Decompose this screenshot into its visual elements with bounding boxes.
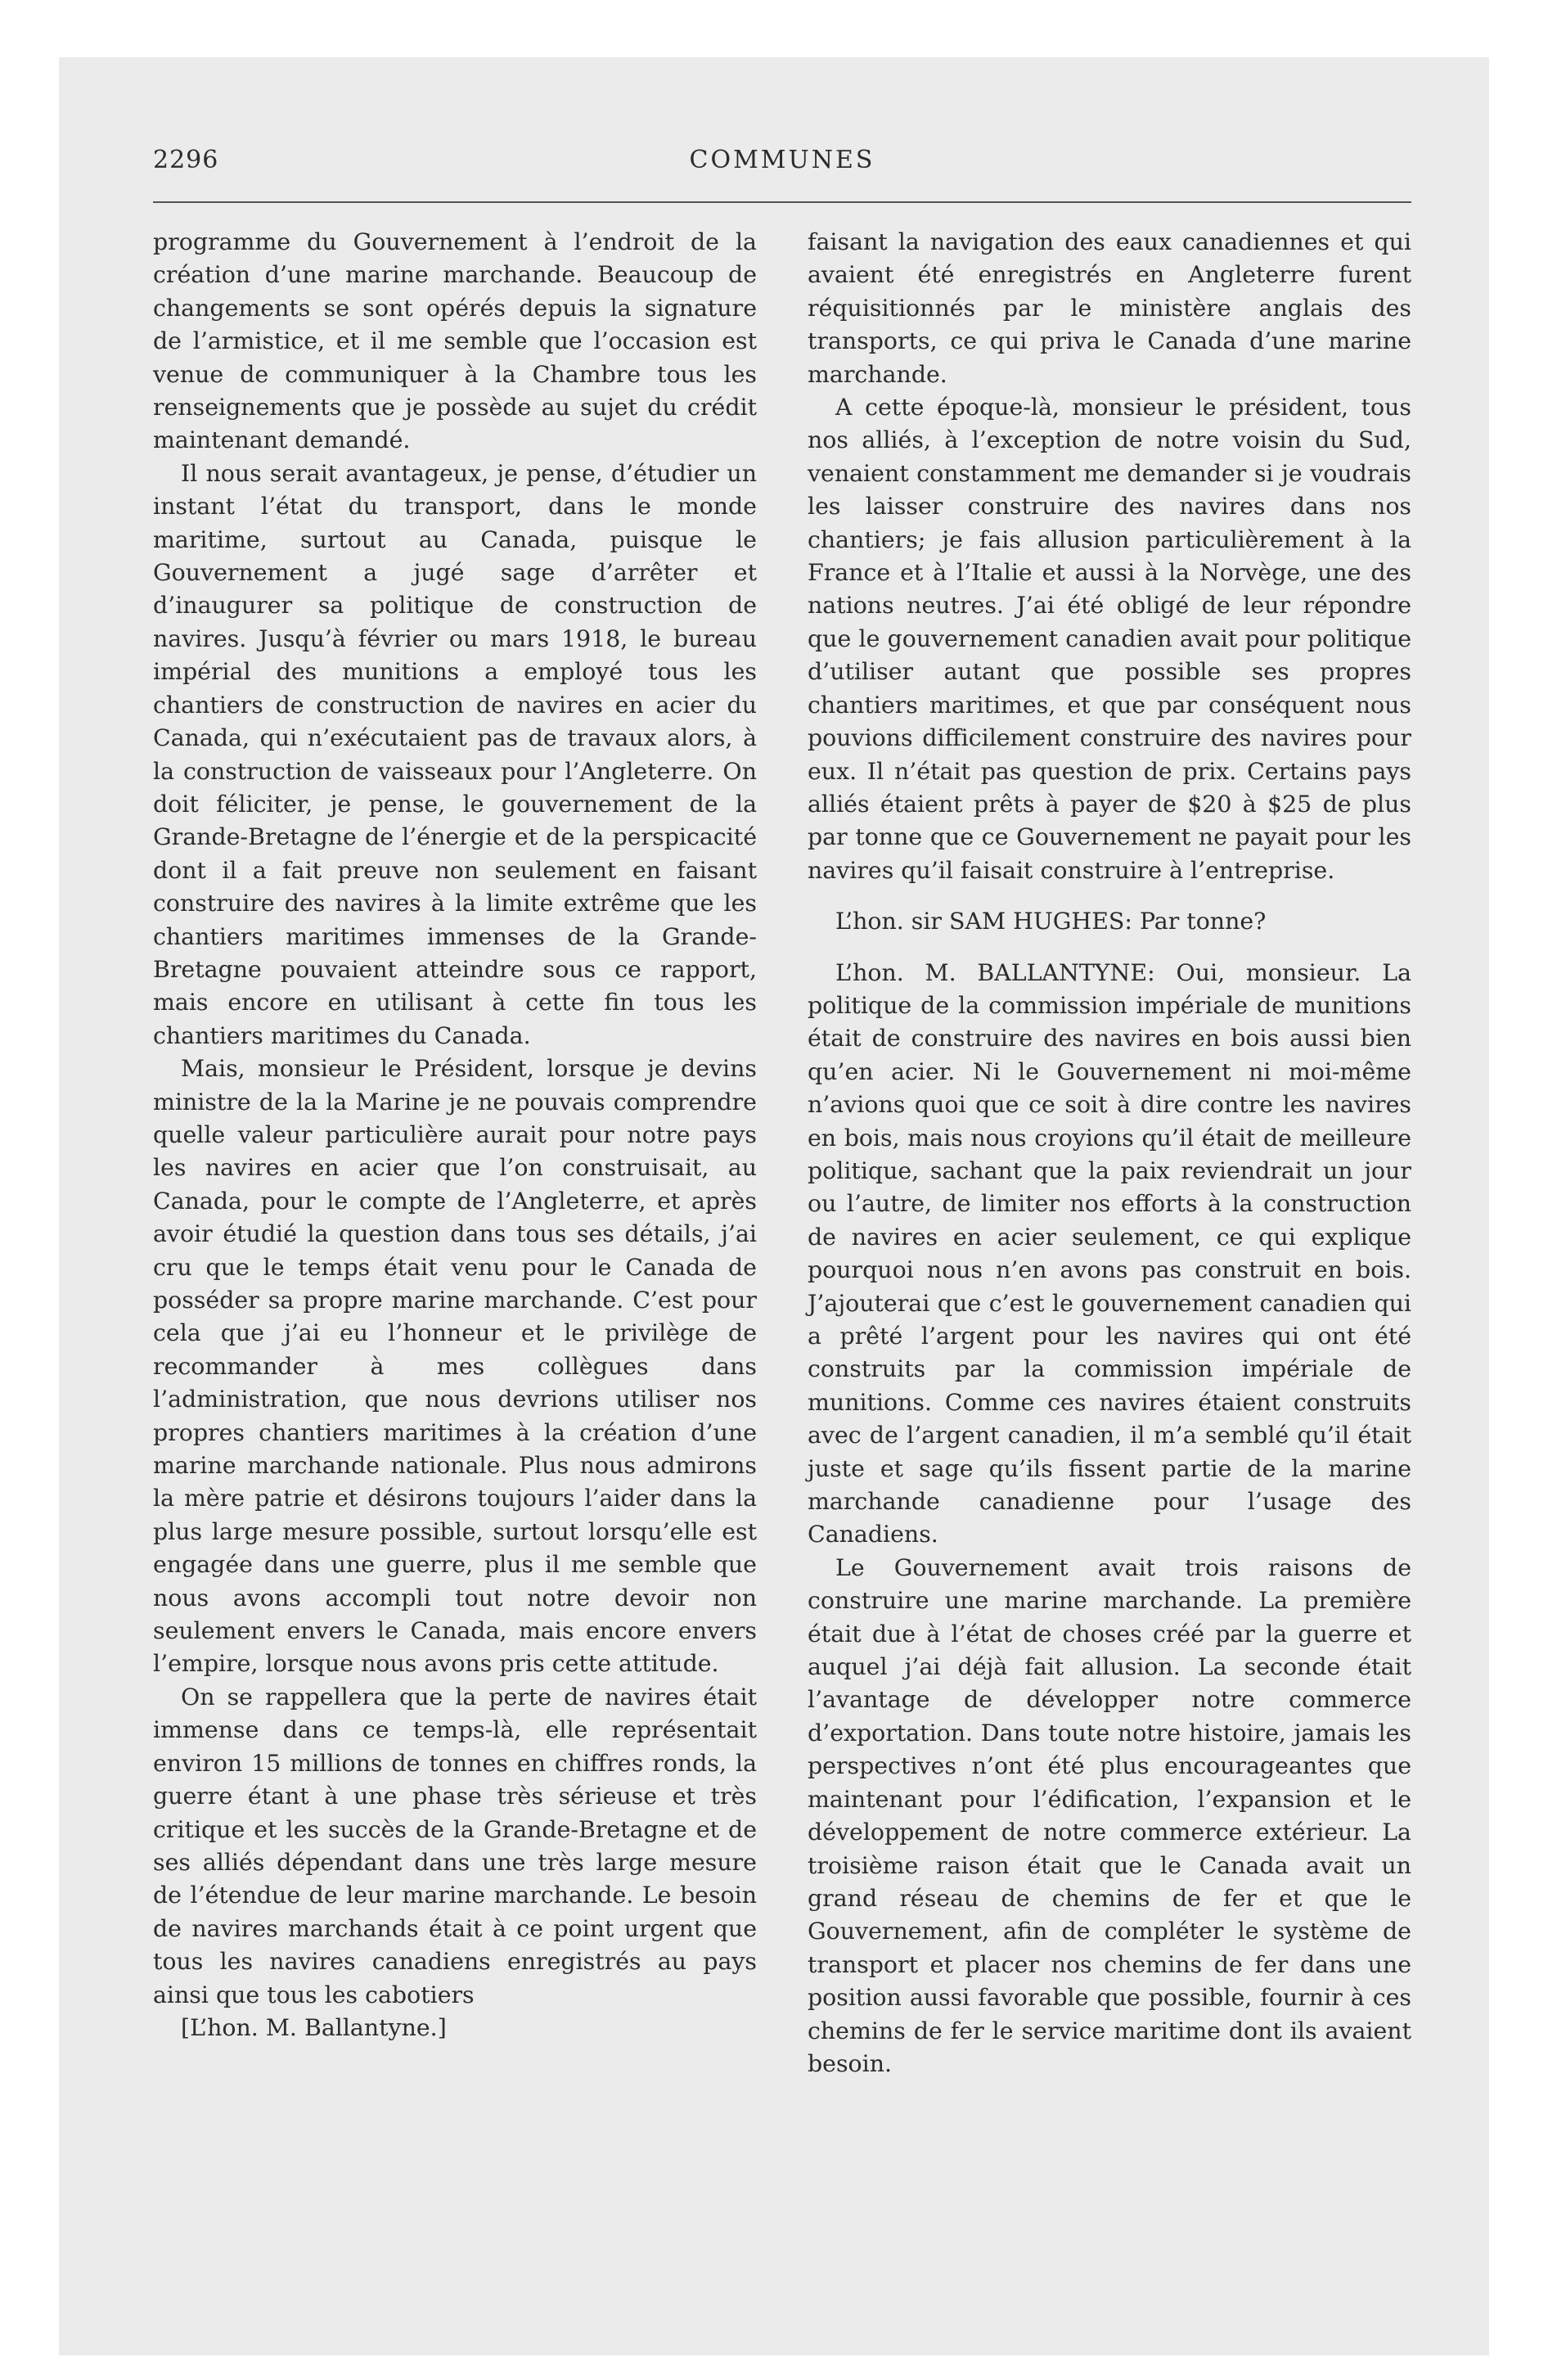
page-header: [153, 134, 1411, 187]
paragraph: On se rappellera que la perte de navires était immense dans ce temps-là, elle représentait environ 15 millions de tonnes en chiffres ronds, la guerre étant à une phase très sérieuse et très critique et les succès de la Grande-Bretagne et de ses alliés dépendant dans une très large mesure de l’étendue de leur marine marchande. Le besoin de navires marchands était à ce point urgent que tous les navires canadiens enregistrés au pays ainsi que tous les cabotiers: [153, 1683, 757, 2008]
speaker-interjection: L’hon. sir SAM HUGHES: Par tonne?: [835, 908, 1267, 935]
document-page: [153, 134, 1411, 2254]
speaker-footer-note: [L’hon. M. Ballantyne.]: [181, 2013, 447, 2041]
right-column: [808, 226, 1411, 2080]
paragraph: A cette époque-là, monsieur le président, tous nos alliés, à l’exception de notre voisin du Sud, venaient constamment me demander si je voudrais les laisser construire des navires dans nos chantiers; je fais allusion particulièrement à la France et à l’Italie et aussi à la Norvège, une des nations neutres. J’ai été obligé de leur répondre que le gouvernement canadien avait pour politique d’utiliser autant que possible ses propres chantiers maritimes, et que par conséquent nous pouvions difficilement construire des navires pour eux. Il n’était pas question de prix. Certains pays alliés étaient prêts à payer de $20 à $25 de plus par tonne que ce Gouvernement ne payait pour les navires qu’il faisait construire à l’entreprise.: [808, 394, 1411, 884]
paragraph: Il nous serait avantageux, je pense, d’étudier un instant l’état du transport, dans le monde maritime, surtout au Canada, puisque le Gouvernement a jugé sage d’arrêter et d’inaugurer sa politique de construction de navires. Jusqu’à février ou mars 1918, le bureau impérial des munitions a employé tous les chantiers de construction de navires en acier du Canada, qui n’exécutaient pas de travaux alors, à la construction de vaisseaux pour l’Angleterre. On doit féliciter, je pense, le gouvernement de la Grande-Bretagne de l’énergie et de la perspicacité dont il a fait preuve non seulement en faisant construire des navires à la limite extrême que les chantiers maritimes immenses de la Grande-Bretagne pouvaient atteindre sous ce rapport, mais encore en utilisant à cette fin tous les chantiers maritimes du Canada.: [153, 459, 757, 1049]
page-number: 2296: [153, 146, 219, 174]
left-column: [153, 226, 757, 2080]
header-rule: [153, 201, 1411, 203]
paragraph: faisant la navigation des eaux canadiennes et qui avaient été enregistrés en Angleterre furent réquisitionnés par le ministère anglais des transports, ce qui priva le Canada d’une marine marchande.: [808, 228, 1411, 388]
running-head: COMMUNES: [689, 146, 875, 174]
paragraph: programme du Gouvernement à l’endroit de la création d’une marine marchande. Beaucoup de changements se sont opérés depuis la signature de l’armistice, et il me semble que l’occasion est venue de communiquer à la Chambre tous les renseignements que je possède au sujet du crédit maintenant demandé.: [153, 228, 757, 454]
paragraph: Le Gouvernement avait trois raisons de construire une marine marchande. La première était due à l’état de choses créé par la guerre et auquel j’ai déjà fait allusion. La seconde était l’avantage de développer notre commerce d’exportation. Dans toute notre histoire, jamais les perspectives n’ont été plus encourageantes que maintenant pour l’édification, l’expansion et le développement de notre commerce extérieur. La troisième raison était que le Canada avait un grand réseau de chemins de fer et que le Gouvernement, afin de compléter le système de transport et placer nos chemins de fer dans une position aussi favorable que possible, fournir à ces chemins de fer le service maritime dont ils avaient besoin.: [808, 1553, 1411, 2077]
text-columns: [153, 226, 1411, 2080]
speaker-paragraph: L’hon. M. BALLANTYNE: Oui, monsieur. La politique de la commission impériale de munitions était de construire des navires en bois aussi bien qu’en acier. Ni le Gouvernement ni moi-même n’avions quoi que ce soit à dire contre les navires en bois, mais nous croyions qu’il était de meilleure politique, sachant que la paix reviendrait un jour ou l’autre, de limiter nos efforts à la construction de navires en acier seulement, ce qui explique pourquoi nous n’en avons pas construit en bois. J’ajouterai que c’est le gouvernement canadien qui a prêté l’argent pour les navires qui ont été construits par la commission impériale de munitions. Comme ces navires étaient construits avec de l’argent canadien, il m’a semblé qu’il était juste et sage qu’ils fissent partie de la marine marchande canadienne pour l’usage des Canadiens.: [808, 958, 1411, 1548]
paragraph: Mais, monsieur le Président, lorsque je devins ministre de la la Marine je ne pouvais comprendre quelle valeur particulière aurait pour notre pays les navires en acier que l’on construisait, au Canada, pour le compte de l’Angleterre, et après avoir étudié la question dans tous ses détails, j’ai cru que le temps était venu pour le Canada de posséder sa propre marine marchande. C’est pour cela que j’ai eu l’honneur et le privilège de recommander à mes collègues dans l’administration, que nous devrions utiliser nos propres chantiers maritimes à la création d’une marine marchande nationale. Plus nous admirons la mère patrie et désirons toujours l’aider dans la plus large mesure possible, surtout lorsqu’elle est engagée dans une guerre, plus il me semble que nous avons accompli tout notre devoir non seulement envers le Canada, mais encore envers l’empire, lorsque nous avons pris cette attitude.: [153, 1055, 757, 1678]
